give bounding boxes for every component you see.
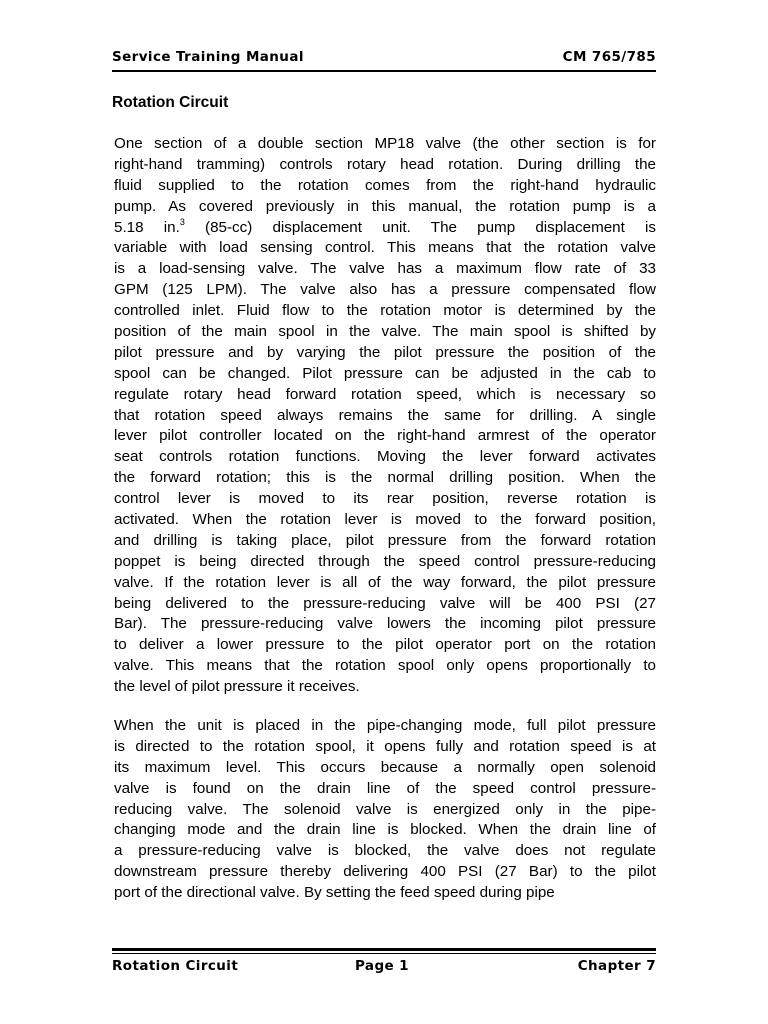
text-line: its maximum level. This occurs because a normally open solenoid: [114, 758, 656, 776]
text-line: variable with load sensing control. This means that the rotation valve: [114, 239, 656, 257]
model-number: CM 765/785: [562, 49, 656, 65]
text-line: is a load-sensing valve. The valve has a maximum flow rate of 33: [114, 260, 656, 278]
footer-rule-thin: [112, 953, 656, 954]
page-number: Page 1: [355, 958, 409, 974]
footer-rule-thick: [112, 948, 656, 951]
superscript: 3: [179, 216, 185, 227]
text-line: position of the main spool in the valve. The main spool is shifted by: [114, 323, 656, 341]
page-header: [112, 49, 656, 67]
text-segment: (85-cc) displacement unit. The pump displacement is: [184, 218, 657, 236]
text-line: fluid supplied to the rotation comes from the right-hand hydraulic: [114, 176, 656, 194]
text-line: is directed to the rotation spool, it opens fully and rotation speed is at: [114, 737, 656, 755]
text-line: [114, 218, 656, 239]
text-line: reducing valve. The solenoid valve is energized only in the pipe-: [114, 800, 656, 818]
text-line: seat controls rotation functions. Moving the lever forward activates: [114, 448, 656, 466]
text-line: that rotation speed always remains the same for drilling. A single: [114, 406, 656, 424]
text-line: to deliver a lower pressure to the pilot operator port on the rotation: [114, 636, 656, 654]
text-line: Bar). The pressure-reducing valve lowers the incoming pilot pressure: [114, 615, 656, 633]
header-rule: [112, 70, 656, 72]
manual-title: Service Training Manual: [112, 49, 304, 65]
text-line: and drilling is taking place, pilot pressure from the forward rotation: [114, 531, 656, 549]
page-footer: [112, 958, 656, 976]
text-segment: 5.18 in.: [114, 218, 180, 236]
text-line: When the unit is placed in the pipe-changing mode, full pilot pressure: [114, 717, 656, 734]
text-line: pilot pressure and by varying the pilot pressure the position of the: [114, 343, 656, 361]
body-paragraph-1: [114, 134, 656, 698]
text-line: right-hand tramming) controls rotary head rotation. During drilling the: [114, 155, 656, 173]
text-line: valve is found on the drain line of the speed control pressure-: [114, 779, 656, 797]
text-line: controlled inlet. Fluid flow to the rotation motor is determined by the: [114, 302, 656, 320]
text-line: changing mode and the drain line is blocked. When the drain line of: [114, 821, 656, 839]
text-line: port of the directional valve. By setting the feed speed during pipe: [114, 884, 555, 902]
text-line: pump. As covered previously in this manual, the rotation pump is a: [114, 197, 656, 215]
text-line: lever pilot controller located on the right-hand armrest of the operator: [114, 427, 656, 445]
section-title: Rotation Circuit: [112, 94, 229, 111]
text-line: spool can be changed. Pilot pressure can be adjusted in the cab to: [114, 364, 656, 382]
footer-section: Rotation Circuit: [112, 958, 239, 974]
text-line: regulate rotary head forward rotation speed, which is necessary so: [114, 385, 656, 403]
text-line: the forward rotation; this is the normal drilling position. When the: [114, 469, 656, 487]
text-line: valve. If the rotation lever is all of the way forward, the pilot pressure: [114, 573, 656, 591]
chapter-label: Chapter 7: [577, 958, 656, 974]
text-line: being delivered to the pressure-reducing valve will be 400 PSI (27: [114, 594, 656, 612]
text-line: GPM (125 LPM). The valve also has a pressure compensated flow: [114, 281, 656, 299]
text-line: valve. This means that the rotation spool only opens proportionally to: [114, 657, 656, 675]
text-line: downstream pressure thereby delivering 400 PSI (27 Bar) to the pilot: [114, 863, 656, 881]
text-line: a pressure-reducing valve is blocked, the valve does not regulate: [114, 842, 656, 860]
text-line: One section of a double section MP18 valve (the other section is for: [114, 135, 656, 152]
text-line: the level of pilot pressure it receives.: [114, 678, 360, 696]
text-line: activated. When the rotation lever is moved to the forward position,: [114, 511, 656, 529]
body-paragraph-2: [114, 716, 656, 904]
text-line: control lever is moved to its rear position, reverse rotation is: [114, 490, 656, 508]
text-line: poppet is being directed through the speed control pressure-reducing: [114, 552, 656, 570]
